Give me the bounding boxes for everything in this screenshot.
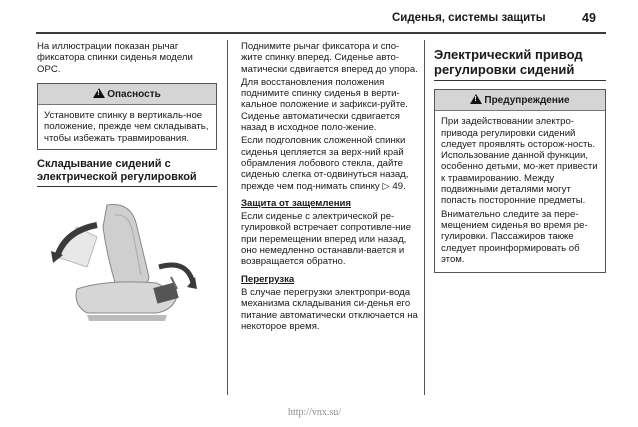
subheading-overload: Перегрузка: [241, 273, 295, 285]
paragraph-4: Если сиденье с электрической ре-гулировкой встречает сопротивле-ние при перемещении вперед или назад, оно немедленно останавли-вается и возвращается обратно.: [241, 211, 412, 268]
header-title: Сиденья, системы защиты: [392, 12, 546, 24]
danger-box: [37, 83, 217, 150]
warning-triangle-icon: [93, 88, 105, 98]
page-number: 49: [582, 11, 596, 25]
footer-url[interactable]: http://vnx.su/: [288, 407, 342, 418]
paragraph-3-text: Если подголовник сложенной спинки сиденья цепляется за верх-ний край обрамления лобового стекла, дайте сиденью слегка от-одвинуться назад, прежде чем под-нимать спинку: [241, 135, 409, 192]
triangle-reference-icon: ▷: [382, 180, 390, 192]
warning-triangle-icon: [470, 94, 482, 104]
warning-title: Предупреждение: [484, 95, 570, 106]
paragraph-5: В случае перегрузки электропри-вода механизма складывания си-денья его питание автоматически отключается на некоторое время.: [241, 286, 418, 332]
intro-text: На иллюстрации показан рычаг фиксатора спинки сиденья модели OPC.: [37, 41, 193, 75]
column-1: [37, 41, 217, 328]
column-3: [434, 47, 606, 279]
column-divider-1: [227, 40, 228, 395]
danger-title: Опасность: [107, 88, 161, 100]
paragraph-3: [241, 135, 419, 191]
danger-header: [38, 84, 216, 105]
column-divider-2: [424, 40, 425, 395]
warning-box: [434, 89, 606, 273]
subheading-pinch-protection: Защита от защемления: [241, 197, 351, 209]
section-title-folding: Складывание сидений с электрической регулировкой: [37, 158, 217, 187]
header-rule: [36, 32, 606, 34]
warning-text-1: При задействовании электро-привода регулировки сидений следует проявлять осторож-ность. Использование данной функции, особенно детьми, мо-жет привести к травмированию. Между подвижными деталями могут попасть посторонние предметы.: [441, 116, 598, 207]
warning-body: [435, 111, 605, 272]
seat-folding-illustration: [37, 197, 209, 325]
warning-header: [435, 90, 605, 111]
section-title-electric: Электрический привод регулировки сидений: [434, 47, 606, 81]
page-reference: 49.: [392, 180, 406, 192]
paragraph-1: Поднимите рычаг фиксатора и спо-жите спинку вперед. Сиденье авто-матически сдвигается вперед до упора.: [241, 41, 418, 75]
danger-text: Установите спинку в вертикаль-ное положение, прежде чем складывать, чтобы избежать травмирования.: [44, 110, 209, 144]
column-2: [241, 41, 419, 334]
paragraph-2: Для восстановления положения поднимите спинку сиденья в верти-кальное положение и зафикси-руйте. Сиденье автоматически сдвигается назад в исходное поло-жение.: [241, 76, 408, 134]
warning-text-2: Внимательно следите за пере-мещением сиденья во время ре-гулировки. Пассажиров также следует проинформировать об этом.: [441, 208, 588, 265]
